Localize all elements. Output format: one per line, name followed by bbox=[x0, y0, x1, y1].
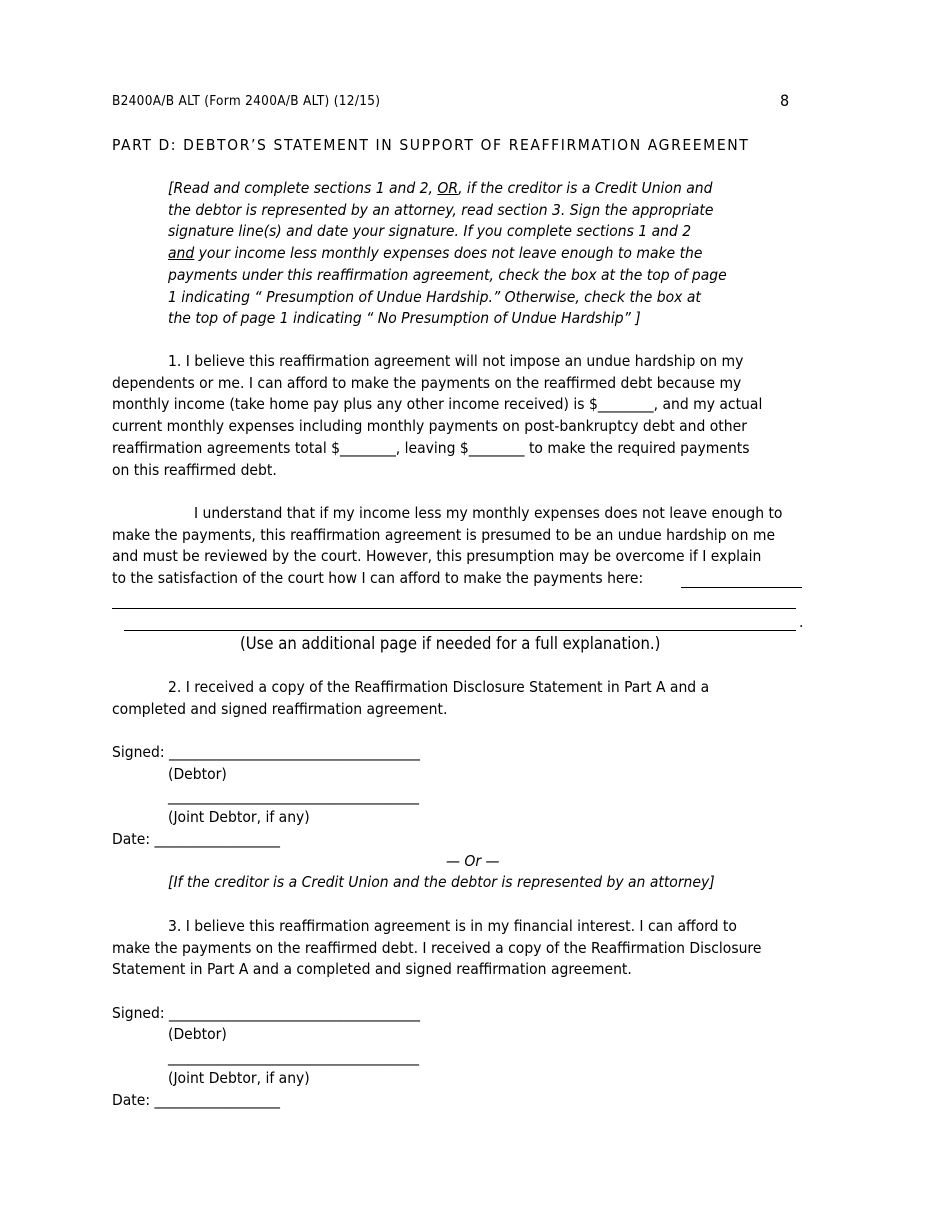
debtor-label: (Debtor) bbox=[168, 765, 227, 783]
joint-debtor-label: (Joint Debtor, if any) bbox=[168, 1069, 310, 1087]
date-line[interactable]: Date: __________________ bbox=[112, 830, 280, 848]
section-1-line: reaffirmation agreements total $________, leaving $________ to make the required payments bbox=[112, 438, 750, 457]
presumption-line: and must be reviewed by the court. However, this presumption may be overcome if I explain bbox=[112, 547, 762, 566]
section-2-line: completed and signed reaffirmation agreement. bbox=[112, 699, 448, 718]
instruction-line: the debtor is represented by an attorney, read section 3. Sign the appropriate bbox=[168, 200, 714, 219]
presumption-line: make the payments, this reaffirmation agreement is presumed to be an undue hardship on me bbox=[112, 525, 776, 544]
section-1-line: on this reaffirmed debt. bbox=[112, 460, 277, 479]
explanation-line-1[interactable] bbox=[681, 587, 802, 588]
instruction-line: and your income less monthly expenses does not leave enough to make the bbox=[168, 244, 703, 263]
section-1-line: monthly income (take home pay plus any other income received) is $________, and my actual bbox=[112, 395, 763, 414]
debtor-signature-line[interactable]: Signed: ____________________________________ bbox=[112, 743, 420, 761]
section-2-line: 2. I received a copy of the Reaffirmation Disclosure Statement in Part A and a bbox=[168, 678, 710, 696]
section-1-line: dependents or me. I can afford to make the payments on the reaffirmed debt because my bbox=[112, 373, 742, 392]
presumption-line: I understand that if my income less my monthly expenses does not leave enough to bbox=[194, 504, 783, 522]
debtor-label: (Debtor) bbox=[168, 1025, 227, 1043]
section-1-line: current monthly expenses including monthly payments on post-bankruptcy debt and other bbox=[112, 417, 747, 436]
instruction-line: 1 indicating “ Presumption of Undue Hardship.” Otherwise, check the box at bbox=[168, 287, 701, 306]
or-divider: — Or — bbox=[446, 852, 500, 870]
instruction-line: payments under this reaffirmation agreement, check the box at the top of page bbox=[168, 265, 727, 284]
section-1 bbox=[112, 351, 762, 481]
joint-debtor-signature-line[interactable]: ____________________________________ bbox=[168, 1048, 419, 1066]
instruction-line: signature line(s) and date your signature. If you complete sections 1 and 2 bbox=[168, 222, 692, 241]
part-title: PART D: DEBTOR’S STATEMENT IN SUPPORT OF REAFFIRMATION AGREEMENT bbox=[112, 136, 750, 154]
explanation-line-2[interactable] bbox=[112, 608, 796, 609]
presumption-paragraph bbox=[112, 503, 782, 590]
instructions bbox=[168, 178, 727, 330]
explanation-line-3[interactable] bbox=[124, 630, 796, 631]
page-number: 8 bbox=[780, 91, 790, 110]
section-3-line: make the payments on the reaffirmed debt. I received a copy of the Reaffirmation Disclosure bbox=[112, 938, 762, 957]
section-3-line: 3. I believe this reaffirmation agreement is in my financial interest. I can afford to bbox=[168, 917, 737, 935]
joint-debtor-signature-line[interactable]: ____________________________________ bbox=[168, 787, 419, 805]
explanation-note: (Use an additional page if needed for a full explanation.) bbox=[240, 634, 661, 653]
instruction-line: [Read and complete sections 1 and 2, OR, if the creditor is a Credit Union and bbox=[168, 179, 713, 197]
form-id: B2400A/B ALT (Form 2400A/B ALT) (12/15) bbox=[112, 93, 381, 109]
explanation-period: . bbox=[799, 613, 804, 631]
section-1-line: 1. I believe this reaffirmation agreement will not impose an undue hardship on my bbox=[168, 352, 744, 370]
date-line[interactable]: Date: __________________ bbox=[112, 1091, 280, 1109]
section-3-line: Statement in Part A and a completed and signed reaffirmation agreement. bbox=[112, 960, 632, 979]
section-3 bbox=[112, 916, 761, 981]
debtor-signature-line[interactable]: Signed: ____________________________________ bbox=[112, 1004, 420, 1022]
section-2 bbox=[112, 677, 709, 720]
presumption-line: to the satisfaction of the court how I can afford to make the payments here: bbox=[112, 569, 644, 588]
instruction-line: the top of page 1 indicating “ No Presumption of Undue Hardship” ] bbox=[168, 309, 641, 328]
credit-union-note: [If the creditor is a Credit Union and the debtor is represented by an attorney] bbox=[168, 873, 715, 891]
joint-debtor-label: (Joint Debtor, if any) bbox=[168, 808, 310, 826]
